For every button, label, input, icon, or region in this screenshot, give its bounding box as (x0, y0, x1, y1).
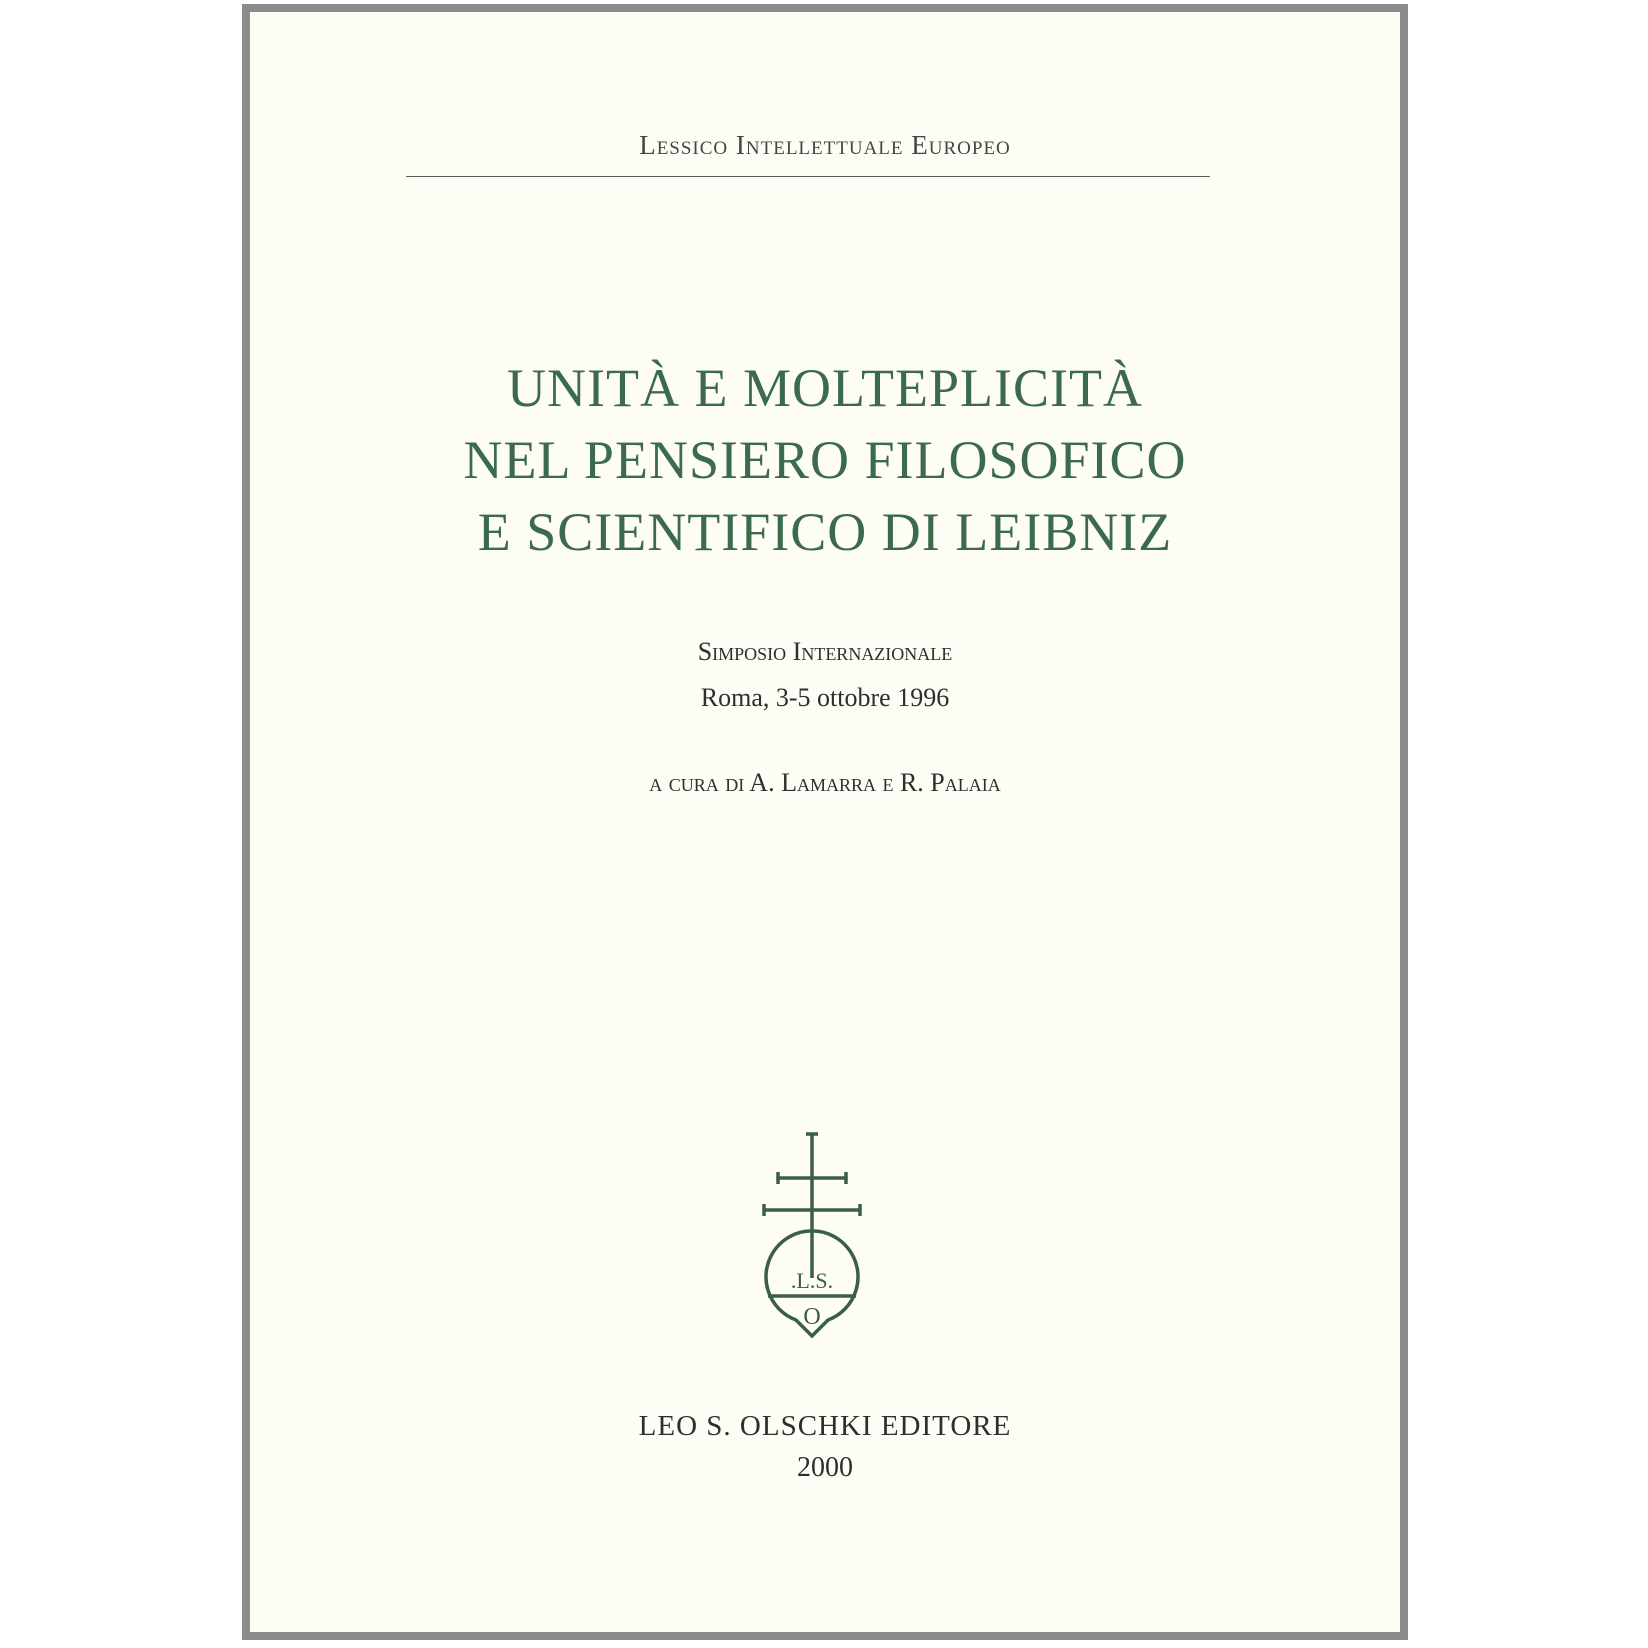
title-line: UNITÀ E MOLTEPLICITÀ (507, 358, 1143, 418)
place-date: Roma, 3-5 ottobre 1996 (700, 683, 950, 712)
publication-year: 2000 (797, 1452, 853, 1483)
series-name: Lessico Intellettuale Europeo (639, 130, 1011, 160)
title-line: E SCIENTIFICO DI LEIBNIZ (477, 502, 1173, 562)
editors-line: a cura di A. Lamarra e R. Palaia (649, 768, 1001, 797)
seal-letters-top: .L.S. (790, 1268, 834, 1293)
publisher-name: LEO S. OLSCHKI EDITORE (638, 1410, 1012, 1442)
seal-letter-bottom: O (803, 1304, 821, 1330)
book-title (250, 352, 1400, 568)
book-cover (242, 4, 1408, 1640)
symposium-subtitle: Simposio Internazionale (697, 637, 953, 666)
series-divider (406, 176, 1210, 177)
title-line: NEL PENSIERO FILOSOFICO (463, 430, 1187, 490)
double-cross-seal-icon (760, 1130, 864, 1346)
